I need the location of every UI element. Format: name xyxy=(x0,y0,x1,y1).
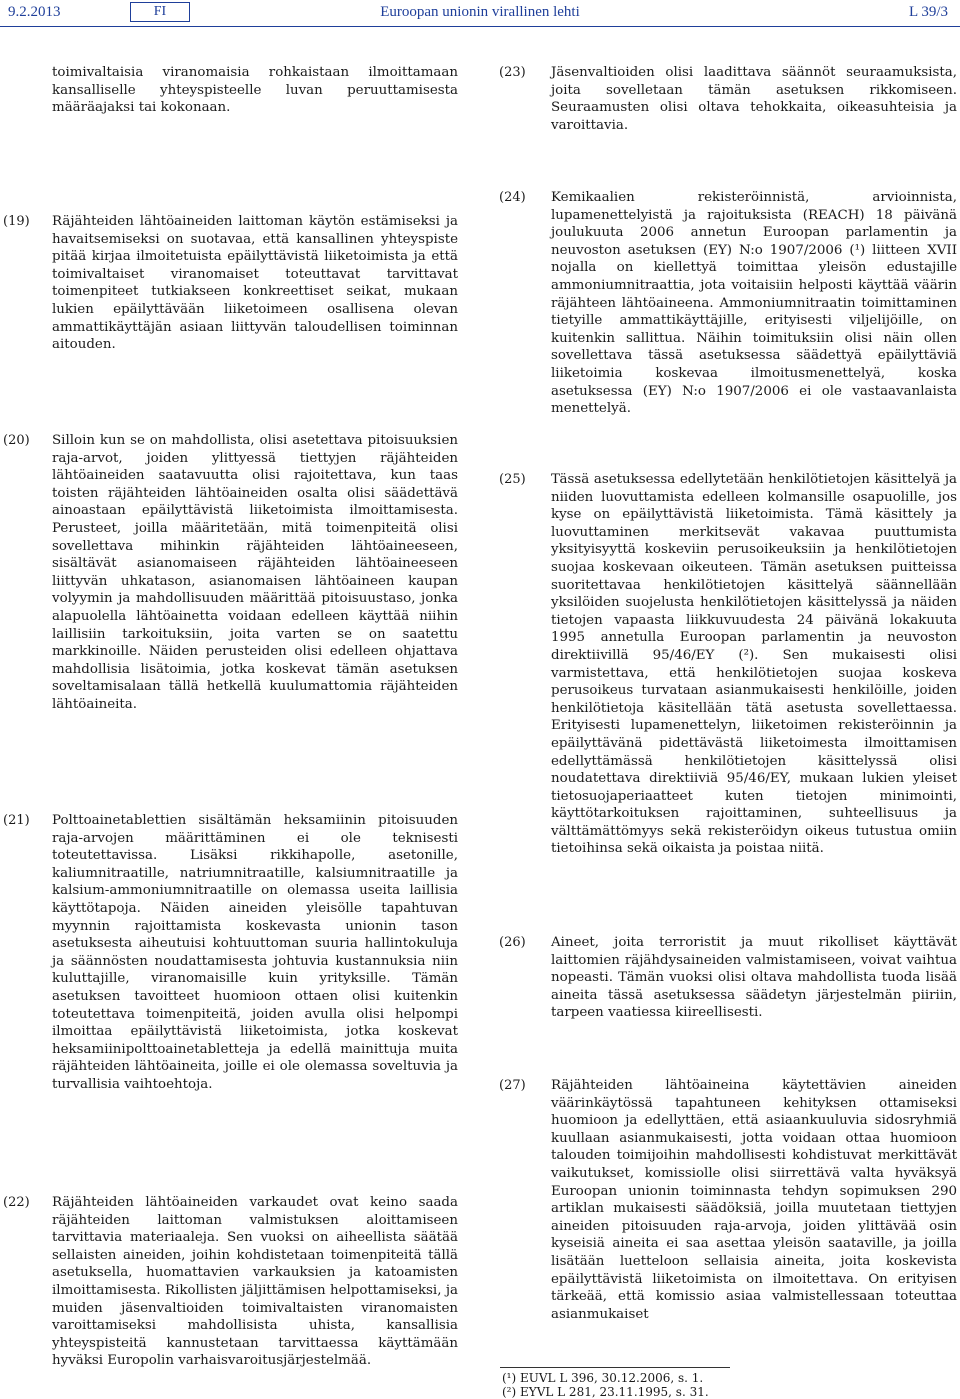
page-number: L 39/3 xyxy=(908,4,948,20)
carryover-paragraph: toimivaltaisia viranomaisia rohkaistaan ilmoittamaan kansalliselle yhteyspisteelle luvan peruuttamisesta määräajaksi tai kokonaan. xyxy=(52,65,458,116)
recital-19 xyxy=(3,213,458,354)
recital-number: (23) xyxy=(499,65,526,80)
recital-text: Tässä asetuksessa edellytetään henkilötietojen käsittelyä ja niiden luovuttamista edelleen kolmansille osapuolille, jos kyse on epäilyttävistä liiketoimista. Tämä käsittely ja luovuttaminen merkitsevät vakavaa puuttumista yksityisyyttä koskeviin perusoikeuksiin ja henkilötietojen suojaa koskevaan oikeuteen. Tämän asetuksen puitteissa suoritettavaa henkilötietojen käsittelyä säännellään yksilöiden suojelusta henkilötietojen käsittelyssä ja näiden tietojen vapaasta liikkuvuudesta 24 päivänä lokakuuta 1995 annetulla Euroopan parlamentin ja neuvoston direktiivillä 95/46/EY (²). Sen mukaisesti olisi varmistettava, että henkilötietojen suojaa koskeva perusoikeus turvataan asianmukaisesti henkilöille, joiden henkilötietoja käsitellään tätä asetusta sovellettaessa. Erityisesti lupamenettelyn, liiketoimen rekisteröinnin ja epäilyttävänä pidettävästä liiketoimesta ilmoittamisen edellyttämässä henkilötietojen käsittelyssä olisi noudatettava direktiiviä 95/46/EY, mukaan lukien yleiset tietosuojaperiaatteet kuten tietojen minimointi, käyttötarkoituksen rajoittaminen, suhteellisuus ja välttämättömyys sekä rekisteröidyn oikeus tutustua omiin tietoihinsa sekä oikaista ja poistaa niitä. xyxy=(551,472,957,857)
recital-text: Räjähteiden lähtöaineiden laittoman käytön estämiseksi ja havaitsemiseksi on suotavaa, että kansallinen yhteyspiste pitää kirjaa ilmoitetuista epäilyttävistä liiketoimista ja että toimivaltaiset viranomaiset toteuttavat tarvittavat toimenpiteet tutkiakseen konkreettiset seikat, mukaan lukien epäilyttävään liiketoimeen osallisena olevan ammattikäyttäjän asiaan liittyvän taloudellisen toiminnan aitouden. xyxy=(52,214,458,353)
page-header xyxy=(0,0,960,24)
recital-25 xyxy=(499,471,957,858)
recital-number: (21) xyxy=(3,813,30,828)
recital-number: (25) xyxy=(499,472,526,487)
left-column-top xyxy=(52,64,458,117)
header-rule xyxy=(0,26,960,27)
footnote-text: EYVL L 281, 23.11.1995, s. 31. xyxy=(520,1385,709,1399)
recital-23 xyxy=(499,64,957,134)
recital-24 xyxy=(499,189,957,418)
recital-text: Räjähteiden lähtöaineina käytettävien aineiden väärinkäytössä tapahtuneen kehityksen ottamiseksi huomioon ja edellyttäen, että asiaankuuluvia sidosryhmiä kuullaan asianmukaisesti, jotta voidaan ottaa huomioon talouden toimijoihin mahdollisesti kohdistuvat merkittävät vaikutukset, komissiolle olisi siirrettävä valta hyväksyä Euroopan unionin toiminnasta tehdyn sopimuksen 290 artiklan mukaisesti säädöksiä, joilla muutetaan tiettyjen aineiden pitoisuuden raja-arvoja, joiden ylittävää osin kyseisiä aineita ei saa asettaa yleisön saataville, ja joilla lisätään luetteloon sellaisia aineita, joita koskevista epäilyttävistä liiketoimista on ilmoitettava. On erityisen tärkeää, että komissio asiaa valmistellessaan toteuttaa asianmukaiset xyxy=(551,1078,957,1322)
recital-26 xyxy=(499,934,957,1022)
footnote-mark: (²) xyxy=(502,1385,517,1399)
recital-text: Kemikaalien rekisteröinnistä, arvioinnista, lupamenettelyistä ja rajoituksista (REACH) 18 päivänä joulukuuta 2006 annetun Euroopan parlamentin ja neuvoston asetuksen (EY) N:o 1907/2006 (¹) liitteen XVII nojalla on kiellettyä toimittaa yleisön edustajille ammoniumnitraattia, jota voitaisiin helposti käyttää väärin räjähteen lähtöaineena. Ammoniumnitraatin toimittaminen tietyille ammattikäyttäjille, erityisesti viljelijöille, on kuitenkin sallittua. Näihin toimituksiin olisi näin ollen sovellettava tässä asetuksessa säädettyä epäilyttäviä liiketoimia koskevaa ilmoitusmenettelyä, koska asetuksessa (EY) N:o 1907/2006 ei ole vastaavanlaista menettelyä. xyxy=(551,190,957,417)
recital-22 xyxy=(3,1194,458,1370)
recital-text: Polttoainetablettien sisältämän heksamiinin pitoisuuden raja-arvojen määrittäminen ei ole teknisesti toteutettavissa. Lisäksi rikkihapolle, asetonille, kaliumnitraatille, natriumnitraatille, kalsiumnitraatille ja kalsium-ammoniumnitraatille on olemassa useita laillisia käyttötapoja. Näiden aineiden yleisölle tapahtuvan myynnin rajoittamista koskevasta unionin tason asetuksesta aiheutuisi kohtuuttoman suuria hallintokuluja ja säännösten noudattamisesta johtuvia kustannuksia niin kuluttajille, viranomaisille kuin yrityksille. Tämän asetuksen tavoitteet huomioon ottaen olisi kuitenkin toteutettava toimenpiteitä, joiden avulla olisi helpompi ilmoittaa epäilyttävistä liiketoimista, jotka koskevat heksamiinipolttoainetabletteja ja edellä mainittuja muita räjähteiden lähtöaineita, joille ei ole olemassa soveltuvia ja turvallisia vaihtoehtoja. xyxy=(52,813,458,1092)
recital-number: (24) xyxy=(499,190,526,205)
recital-number: (19) xyxy=(3,214,30,229)
recital-20 xyxy=(3,432,458,714)
journal-title: Euroopan unionin virallinen lehti xyxy=(380,4,580,20)
recital-text: Räjähteiden lähtöaineiden varkaudet ovat keino saada räjähteiden laittoman valmistuksen aloittamiseen tarvittavia materiaaleja. Sen vuoksi on aiheellista säätää sellaisten aineiden, joihin kohdistetaan toimenpiteitä tällä asetuksella, huomattavien varkauksien ja katoamisten ilmoittamisesta. Rikollisten jäljittämisen helpottamiseksi, ja muiden jäsenvaltioiden toimivaltaisten viranomaisten varoittamiseksi mahdollisista uhista, kansallisia yhteyspisteitä kannustetaan tarvittaessa käyttämään hyväksi Europolin varhaisvaroitusjärjestelmää. xyxy=(52,1195,458,1369)
recital-text: Silloin kun se on mahdollista, olisi asetettava pitoisuuksien raja-arvot, joiden ylittyessä tiettyjen räjähteiden lähtöaineiden saatavuutta olisi rajoitettava, kun taas toisten räjähteiden lähtöaineiden osalta olisi säädettävä ainoastaan epäilyttävistä liiketoimista ilmoittamisesta. Perusteet, joilla määritetään, mitä toimenpiteitä olisi sovellettava mihinkin räjähteiden lähtöaineeseen, sisältävät asianomaiseen räjähteiden lähtöaineeseen liittyvän uhkatason, asianomaisen lähtöaineen kaupan volyymin ja mahdollisuuden määrittää pitoisuustaso, jonka alapuolella lähtöainetta voidaan edelleen käyttää niihin laillisiin tarkoituksiin, joita varten se on saatettu markkinoille. Näiden perusteiden olisi edelleen ohjattava mahdollisia lisätoimia, jotka koskevat tämän asetuksen soveltamisalaan tällä hetkellä kuulumattomia räjähteiden lähtöaineita. xyxy=(52,433,458,712)
recital-number: (22) xyxy=(3,1195,30,1210)
recital-number: (20) xyxy=(3,433,30,448)
footnote-mark: (¹) xyxy=(502,1371,517,1385)
footnote-rule xyxy=(500,1367,730,1368)
language-badge: FI xyxy=(130,2,190,22)
recital-number: (26) xyxy=(499,935,526,950)
recital-number: (27) xyxy=(499,1078,526,1093)
footnote-1 xyxy=(502,1371,703,1385)
recital-text: Aineet, joita terroristit ja muut rikolliset käyttävät laittomien räjähdysaineiden valmistamiseen, voivat vaihtua nopeasti. Tämän vuoksi olisi oltava mahdollista tuoda lisää aineita tässä asetuksessa säädetyn järjestelmän piiriin, tarpeen vaatiessa kiireellisesti. xyxy=(551,935,957,1021)
recital-27 xyxy=(499,1077,957,1323)
recital-text: Jäsenvaltioiden olisi laadittava säännöt seuraamuksista, joita sovelletaan tämän asetuksen rikkomiseen. Seuraamusten olisi oltava tehokkaita, oikeasuhteisia ja varoittavia. xyxy=(551,65,957,133)
header-date: 9.2.2013 xyxy=(8,4,61,20)
footnote-2 xyxy=(502,1385,709,1399)
recital-21 xyxy=(3,812,458,1094)
footnote-text: EUVL L 396, 30.12.2006, s. 1. xyxy=(520,1371,704,1385)
